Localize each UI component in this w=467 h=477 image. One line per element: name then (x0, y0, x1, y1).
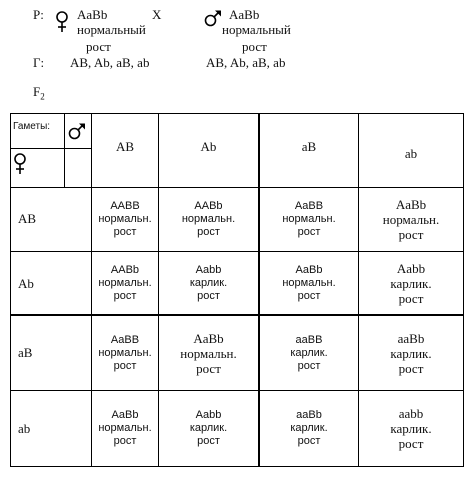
offspring-cell: aabb карлик. рост (390, 406, 432, 451)
column-header-gamete: Ab (200, 139, 217, 154)
grid-line (463, 113, 464, 467)
offspring-cell: AaBB нормальн. рост (282, 200, 336, 238)
female-symbol-icon (55, 11, 69, 33)
grid-line (10, 113, 11, 467)
grid-line (10, 148, 92, 149)
offspring-cell: Aabb карлик. рост (189, 409, 228, 447)
row-header-gamete: aB (18, 345, 33, 360)
offspring-cell: AaBb нормальн. рост (98, 409, 152, 447)
female-phenotype-line2: рост (86, 39, 111, 54)
offspring-cell: Aabb карлик. рост (189, 263, 228, 302)
offspring-cell: AABB нормальн. рост (98, 200, 152, 238)
offspring-cell: AaBB нормальн. рост (98, 333, 152, 372)
female-phenotype-line1: нормальный (77, 22, 146, 37)
offspring-cell: aaBB карлик. рост (290, 333, 328, 372)
offspring-cell: aaBb карлик. рост (390, 330, 432, 376)
offspring-cell: AaBb нормальн. рост (382, 197, 440, 242)
f2-label: $F_2$ (33, 84, 45, 102)
row-header-gamete: Ab (18, 276, 34, 291)
grid-line (10, 113, 464, 114)
offspring-cell: Aabb карлик. рост (390, 260, 432, 306)
p-label: P: (33, 7, 44, 22)
female-symbol-icon (13, 153, 27, 180)
cross-sign: X (152, 7, 162, 22)
column-header-gamete: ab (404, 146, 418, 161)
offspring-cell: AaBb нормальн. рост (282, 263, 336, 302)
male-gametes: AB, Ab, aB, ab (206, 55, 286, 70)
female-gametes: AB, Ab, aB, ab (70, 55, 150, 70)
column-header-gamete: AB (115, 139, 135, 154)
offspring-cell: AABb нормальн. рост (181, 200, 236, 238)
male-phenotype-line2: рост (242, 39, 267, 54)
offspring-cell: aaBb карлик. рост (290, 409, 328, 447)
female-genotype: AaBb (77, 7, 108, 22)
male-symbol-icon (204, 9, 222, 27)
male-symbol-icon (68, 122, 86, 145)
male-phenotype-line1: нормальный (222, 22, 291, 37)
offspring-cell: AaBb нормальн. рост (180, 330, 237, 376)
offspring-cell: AABb нормальн. рост (98, 263, 152, 302)
g-label: Г: (33, 55, 45, 70)
punnett-table (10, 113, 464, 467)
row-header-gamete: AB (18, 211, 37, 226)
male-genotype: AaBb (229, 7, 260, 22)
gametes-corner-label: Гаметы: (13, 121, 51, 132)
column-header-gamete: aB (301, 139, 317, 154)
grid-line (64, 113, 65, 188)
row-header-gamete: ab (18, 421, 31, 436)
grid-line (10, 466, 464, 467)
